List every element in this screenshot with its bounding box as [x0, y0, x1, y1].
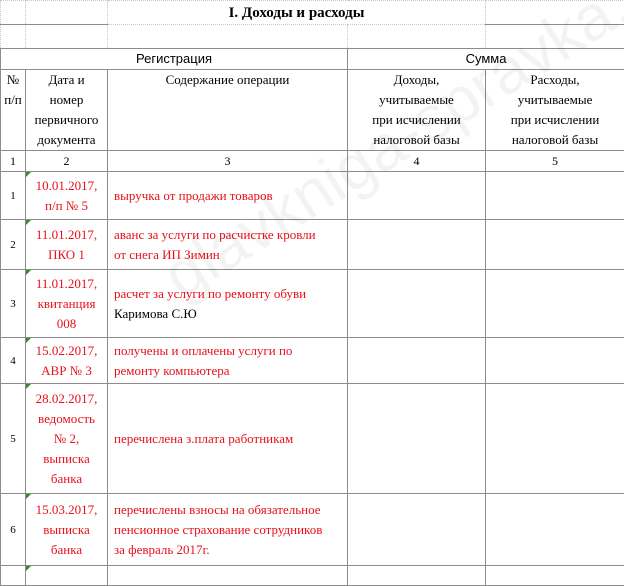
expense-cell[interactable]: [486, 566, 624, 586]
expense-cell[interactable]: [486, 270, 624, 338]
row-number: 1: [1, 172, 26, 220]
expense-cell[interactable]: [486, 494, 624, 566]
header-content: Содержание операции: [108, 70, 348, 151]
content-cell[interactable]: аванс за услуги по расчистке кровли от снега ИП Зимин: [108, 220, 348, 270]
income-cell[interactable]: [348, 338, 486, 384]
table-row: [1, 270, 624, 338]
row-number: 4: [1, 338, 26, 384]
row-number: 5: [1, 384, 26, 494]
content-cell[interactable]: перечислены взносы на обязательное пенсионное страхование сотрудников за февраль 2017г.: [108, 494, 348, 566]
document-cell[interactable]: 10.01.2017, п/п № 5: [26, 172, 108, 220]
col-number: 3: [108, 151, 348, 172]
header-no: № п/п: [1, 70, 26, 151]
col-number: 4: [348, 151, 486, 172]
section-title: I. Доходы и расходы: [108, 1, 486, 25]
column-header-row: [1, 70, 624, 151]
income-cell[interactable]: [348, 220, 486, 270]
document-cell[interactable]: 15.02.2017, АВР № 3: [26, 338, 108, 384]
spacer-row: [1, 25, 624, 49]
header-date: Дата и номер первичного документа: [26, 70, 108, 151]
income-cell[interactable]: [348, 172, 486, 220]
table-row: [1, 384, 624, 494]
table-row: [1, 172, 624, 220]
section-title-row: [1, 1, 624, 25]
table-row: [1, 494, 624, 566]
income-cell[interactable]: [348, 566, 486, 586]
column-number-row: [1, 151, 624, 172]
row-number: 3: [1, 270, 26, 338]
header-expense: Расходы, учитываемые при исчислении налоговой базы: [486, 70, 624, 151]
document-cell[interactable]: 15.03.2017, выписка банка: [26, 494, 108, 566]
expense-cell[interactable]: [486, 220, 624, 270]
document-cell[interactable]: [26, 566, 108, 586]
content-cell[interactable]: расчет за услуги по ремонту обуви Каримова С.Ю: [108, 270, 348, 338]
expense-cell[interactable]: [486, 172, 624, 220]
content-cell[interactable]: перечислена з.плата работникам: [108, 384, 348, 494]
col-number: 1: [1, 151, 26, 172]
document-cell[interactable]: 11.01.2017, квитанция 008: [26, 270, 108, 338]
content-cell[interactable]: [108, 566, 348, 586]
row-number: 2: [1, 220, 26, 270]
income-cell[interactable]: [348, 270, 486, 338]
expense-cell[interactable]: [486, 338, 624, 384]
table-row: [1, 566, 624, 586]
document-cell[interactable]: 11.01.2017, ПКО 1: [26, 220, 108, 270]
col-number: 2: [26, 151, 108, 172]
content-cell[interactable]: получены и оплачены услуги по ремонту компьютера: [108, 338, 348, 384]
document-cell[interactable]: 28.02.2017, ведомость № 2, выписка банка: [26, 384, 108, 494]
row-number: 6: [1, 494, 26, 566]
row-number: [1, 566, 26, 586]
content-cell[interactable]: выручка от продажи товаров: [108, 172, 348, 220]
col-number: 5: [486, 151, 624, 172]
expense-cell[interactable]: [486, 384, 624, 494]
registration-header: Регистрация: [1, 49, 348, 70]
income-cell[interactable]: [348, 384, 486, 494]
sum-header: Сумма: [348, 49, 624, 70]
group-header-row: [1, 49, 624, 70]
table-row: [1, 220, 624, 270]
income-cell[interactable]: [348, 494, 486, 566]
table-row: [1, 338, 624, 384]
header-income: Доходы, учитываемые при исчислении налоговой базы: [348, 70, 486, 151]
